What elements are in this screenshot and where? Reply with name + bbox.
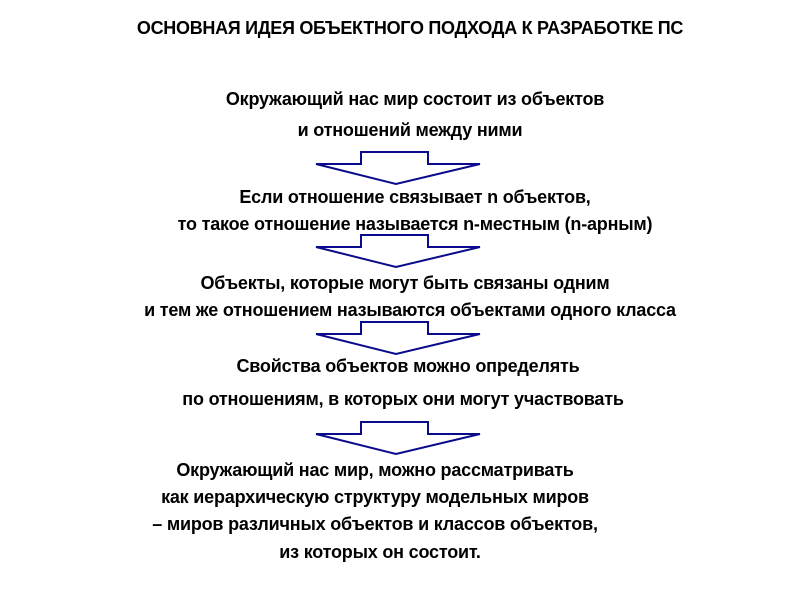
step-3-line-1: Объекты, которые могут быть связаны одним: [200, 273, 610, 293]
step-2-line-1: Если отношение связывает n объектов,: [239, 187, 591, 207]
page-title: ОСНОВНАЯ ИДЕЯ ОБЪЕКТНОГО ПОДХОДА К РАЗРАБОТКЕ ПС: [136, 18, 684, 38]
step-3-line-2: и тем же отношением называются объектами одного класса: [144, 300, 676, 320]
down-arrow-icon: [313, 420, 483, 456]
step-2-line-2: то такое отношение называется n-местным (n-арным): [177, 214, 653, 234]
down-arrow-icon: [313, 150, 483, 186]
step-5-line-4: из которых он состоит.: [279, 542, 481, 562]
step-5-line-2: как иерархическую структуру модельных миров: [161, 487, 589, 507]
down-arrow-icon: [313, 320, 483, 356]
step-4-line-2: по отношениям, в которых они могут участвовать: [182, 389, 624, 409]
down-arrow-icon: [313, 233, 483, 269]
step-5-line-1: Окружающий нас мир, можно рассматривать: [176, 460, 574, 480]
step-5-line-3: – миров различных объектов и классов объектов,: [152, 514, 598, 534]
step-4-line-1: Свойства объектов можно определять: [236, 356, 580, 376]
step-1-line-1: Окружающий нас мир состоит из объектов: [225, 89, 605, 109]
step-1-line-2: и отношений между ними: [297, 120, 523, 140]
